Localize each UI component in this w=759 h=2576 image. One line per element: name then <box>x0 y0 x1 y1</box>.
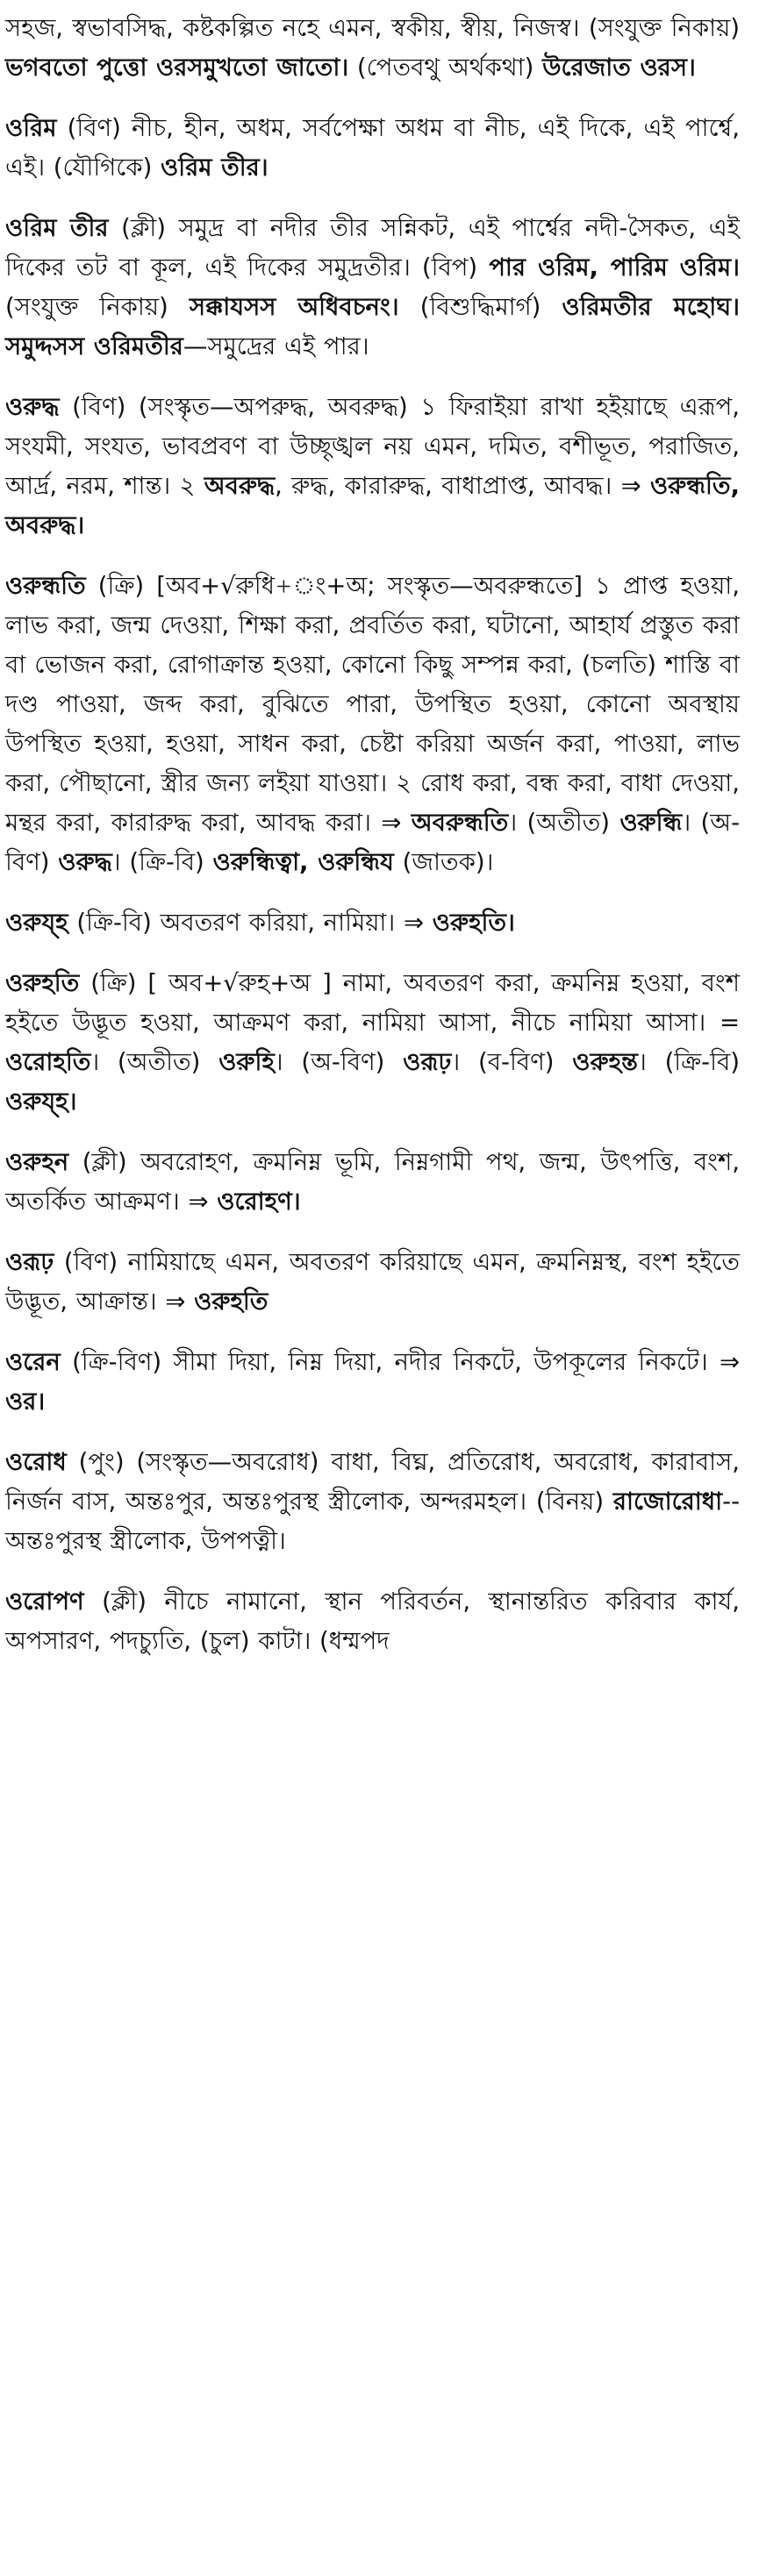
bold-term: ওরুয্হ। <box>5 1088 77 1116</box>
definition-text: (ক্লী) নীচে নামানো, স্থান পরিবর্তন, স্থানান্তরিত করিবার কার্য, অপসারণ, পদচ্যুতি, (চুল) কাটা। (ধম্মপদ <box>5 1588 740 1655</box>
entry-oropana <box>5 1582 740 1661</box>
definition-text: (ক্লী) অবরোহণ, ক্রমনিম্ন ভূমি, নিম্নগামী পথ, জন্ম, উৎপত্তি, বংশ, অতর্কিত আক্রমণ। ⇒ <box>5 1148 740 1216</box>
bold-term: ওরোহণ। <box>217 1188 301 1216</box>
bold-term: ওরিম তীর। <box>161 153 269 182</box>
headword: ওরোপণ <box>5 1588 84 1616</box>
definition-text: (ক্রি-বিণ) সীমা দিয়া, নিম্ন দিয়া, নদীর নিকটে, উপকূলের নিকটে। ⇒ <box>60 1348 740 1376</box>
entry-oruhana <box>5 1143 740 1222</box>
definition-text: —সমুদ্রের এই পার। <box>183 332 369 360</box>
entry-orima <box>5 109 740 188</box>
definition-text: । (অতীত) <box>508 809 620 837</box>
bold-term: ওরুন্ধিত্বা, ওরুন্ধিয <box>212 848 394 876</box>
headword: ওরিম <box>5 114 57 142</box>
bold-term: উরেজাত ওরস। <box>542 54 696 82</box>
bold-term: ওরুহতি <box>194 1288 269 1316</box>
headword: ওরুহন <box>5 1148 69 1176</box>
headword: ওরুয্হ <box>5 909 68 937</box>
entry-oruhati <box>5 964 740 1122</box>
bold-term: ভগবতো পুত্তো ওরসমুখতো জাতো। <box>5 54 349 82</box>
bold-term: ওরুন্ধি <box>619 809 683 837</box>
bold-term: ওরুহি <box>218 1048 275 1076</box>
definition-text: (বিশুদ্ধিমার্গ) <box>398 293 562 321</box>
definition-text: (ক্রি) [ অব+√রুহ+অ ] নামা, অবতরণ করা, ক্রমনিম্ন হওয়া, বংশ হইতে উদ্ভূত হওয়া, আক্রমণ করা, নামিয়া আসা, নীচে নামিয়া আসা। = <box>5 969 740 1037</box>
entry-orodha <box>5 1443 740 1561</box>
definition-text: সহজ, স্বভাবসিদ্ধ, কষ্টকল্পিত নহে এমন, স্বকীয়, স্বীয়, নিজস্ব। (সংযুক্ত নিকায়) <box>5 14 740 42</box>
definition-text: , রুদ্ধ, কারারুদ্ধ, বাধাপ্রাপ্ত, আবদ্ধ। ⇒ <box>275 472 650 500</box>
entry-continuation <box>5 9 740 88</box>
entry-orima-tira <box>5 209 740 367</box>
bold-term: ওরিমতীর মহোঘ। সমুদ্দসস ওরিমতীর <box>5 293 741 360</box>
entry-oruyha <box>5 903 740 943</box>
definition-text: (জাতক)। <box>393 848 494 876</box>
entry-oruddha <box>5 388 740 546</box>
bold-term: ওরুদ্ধ <box>58 848 112 876</box>
bold-term: ওরুহতি। <box>432 909 515 937</box>
definition-text: (সংযুক্ত নিকায়) <box>5 293 190 321</box>
bold-term: ওরুন্ধতি, অবরুদ্ধ। <box>5 472 741 539</box>
definition-text: । (অ-বিণ) <box>274 1048 404 1076</box>
definition-text: (বিণ) নীচ, হীন, অধম, সর্বপেক্ষা অধম বা নীচ, এই দিকে, এই পার্শ্বে, এই। (যৌগিকে) <box>5 114 740 182</box>
entry-orundhati <box>5 567 740 882</box>
bold-term: ওরুহন্ত <box>572 1048 638 1076</box>
bold-term: ওরূঢ় <box>403 1048 452 1076</box>
headword: ওরুহতি <box>5 969 80 997</box>
headword: ওরূঢ় <box>5 1248 54 1276</box>
entry-orena <box>5 1343 740 1422</box>
definition-text: । (অতীত) <box>90 1048 219 1076</box>
bold-term: ওরোহতি <box>5 1048 91 1076</box>
headword: ওরোধ <box>5 1448 67 1476</box>
bold-term: ওর। <box>5 1388 46 1416</box>
bold-term: সক্কাযসস অধিবচনং। <box>189 293 399 321</box>
entry-orudha <box>5 1243 740 1322</box>
headword: ওরুদ্ধ <box>5 393 60 421</box>
headword: ওরুন্ধতি <box>5 572 86 600</box>
bold-term: অবরুদ্ধ <box>204 472 276 500</box>
bold-term: অবরুন্ধতি <box>411 809 509 837</box>
definition-text: । (ক্রি-বি) <box>111 848 213 876</box>
bold-term: রাজোরোধা <box>612 1488 723 1516</box>
definition-text: (বিণ) নামিয়াছে এমন, অবতরণ করিয়াছে এমন, ক্রমনিম্নস্থ, বংশ হইতে উদ্ভূত, আক্রান্ত। ⇒ <box>5 1248 740 1316</box>
headword: ওরিম তীর <box>5 214 109 242</box>
definition-text: । (ক্রি-বি) <box>637 1048 740 1076</box>
definition-text: (বিণ) (সংস্কৃত—অপরুদ্ধ, অবরুদ্ধ) ১ ফিরাইয়া রাখা হইয়াছে এরূপ, সংযমী, সংযত, ভাবপ্রবণ বা উচ্ছৃঙ্খল নয় এমন, দমিত, বশীভূত, পরাজিত, আর্দ্র, নরম, শান্ত। ২ <box>5 393 740 500</box>
definition-text: (ক্রি-বি) অবতরণ করিয়া, নামিয়া। ⇒ <box>68 909 433 937</box>
definition-text: (ক্রি) [অব+√রুধি+ং+অ; সংস্কৃত—অবরুন্ধতে] ১ প্রাপ্ত হওয়া, লাভ করা, জন্ম দেওয়া, শিক্ষা করা, প্রবর্তিত করা, ঘটানো, আহার্য প্রস্তুত করা বা ভোজন করা, রোগাক্রান্ত হওয়া, কোনো কিছু সম্পন্ন করা, (চলতি) শাস্তি বা দণ্ড পাওয়া, জব্দ করা, বুঝিতে পারা, উপস্থিত হওয়া, কোনো অবস্থায় উপস্থিত হওয়া, হওয়া, সাধন করা, চেষ্টা করিয়া অর্জন করা, পাওয়া, লাভ করা, পৌছানো, স্ত্রীর জন্য লইয়া যাওয়া। ২ রোধ করা, বন্ধ করা, বাধা দেওয়া, মন্থর করা, কারারুদ্ধ করা, আবদ্ধ করা। ⇒ <box>5 572 740 837</box>
definition-text: (ক্লী) সমুদ্র বা নদীর তীর সন্নিকট, এই পার্শ্বের নদী-সৈকত, এই দিকের তট বা কূল, এই দিকের সমুদ্রতীর। (বিপ) <box>5 214 740 282</box>
definition-text: (পেতবথু অর্থকথা) <box>348 54 543 82</box>
definition-text: । (ব-বিণ) <box>451 1048 573 1076</box>
bold-term: পার ওরিম, পারিম ওরিম। <box>489 253 740 282</box>
definition-text: (পুং) (সংস্কৃত—অবরোধ) বাধা, বিঘ্ন, প্রতিরোধ, অবরোধ, কারাবাস, নির্জন বাস, অন্তঃপুর, অন্তঃপুরস্থ স্ত্রীলোক, অন্দরমহল। (বিনয়) <box>5 1448 740 1516</box>
headword: ওরেন <box>5 1348 61 1376</box>
definition-text: -- অন্তঃপুরস্থ স্ত্রীলোক, উপপত্নী। <box>5 1488 740 1555</box>
definition-text: । (অ-বিণ) <box>5 809 740 876</box>
